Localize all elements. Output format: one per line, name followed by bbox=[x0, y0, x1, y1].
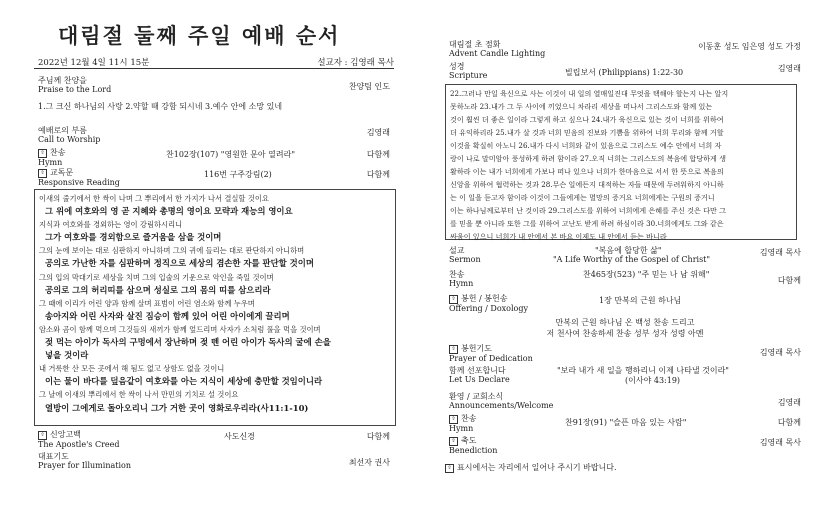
dedication-en: Prayer of Dedication bbox=[449, 353, 533, 363]
declare-title: "보라 내가 새 일을 행하리니 이제 나타낼 것이라" bbox=[557, 366, 729, 375]
praise-item bbox=[38, 76, 390, 94]
announce-en: Announcements/Welcome bbox=[449, 401, 554, 410]
reading-line-leader: 지식과 여호와를 경외하는 영이 강림하시리니 bbox=[39, 220, 183, 230]
reading-line-congregation: 공의로 그의 허리띠를 삼으며 성실로 그의 몸의 띠를 삼으리라 bbox=[45, 284, 271, 295]
reading-leader: 다함께 bbox=[366, 170, 390, 179]
creed-item bbox=[38, 430, 390, 449]
dedication-item bbox=[449, 344, 801, 363]
sermon-ko: 설교 bbox=[449, 246, 465, 255]
stand-icon: ⇧ bbox=[38, 169, 47, 178]
reading-line-congregation: 젖 먹는 아이가 독사의 구멍에서 장난하며 젖 뗀 어린 아이가 독사의 굴에 손을 bbox=[45, 337, 331, 348]
hymn1-title: 찬102장(107) "영원한 문아 열려라" bbox=[166, 150, 296, 159]
hymn1-item bbox=[38, 148, 390, 167]
scripture-line: 이것을 확실히 아노니 26.내가 다시 너희와 같이 있음으로 그리스도 예수 안에서 너희 자 bbox=[450, 141, 722, 150]
reading-en: Responsive Reading bbox=[38, 177, 120, 187]
declare-item bbox=[449, 366, 801, 384]
hymn1-ko: 찬송 bbox=[50, 148, 66, 157]
stand-icon: ⇧ bbox=[449, 345, 458, 354]
illumination-leader: 최선자 권사 bbox=[348, 458, 390, 467]
scripture-line: 싸움이 있으니 너희가 내 안에서 본 바요 이제도 내 안에서 듣는 바니라 bbox=[450, 232, 667, 241]
offering-title: 1장 만복의 근원 하나님 bbox=[599, 296, 682, 305]
sermon-title-ko: "복음에 합당한 삶" bbox=[595, 246, 662, 255]
divider bbox=[34, 68, 394, 69]
reading-line-congregation: 열방이 그에게로 돌아오리니 그가 거한 곳이 영화로우리라(사11:1-10) bbox=[45, 402, 309, 413]
hymn2-en: Hymn bbox=[449, 279, 474, 288]
candle-item bbox=[449, 40, 801, 58]
scripture-title: 빌립보서 (Philippians) 1:22-30 bbox=[565, 68, 684, 77]
reading-ko: 교독문 bbox=[50, 168, 74, 177]
praise-leader: 찬양팀 인도 bbox=[348, 82, 390, 91]
illumination-item bbox=[38, 452, 390, 470]
candle-leader: 이동훈 성도 임은영 성도 가정 bbox=[698, 42, 801, 51]
sermon-leader: 김영래 목사 bbox=[759, 248, 801, 257]
hymn1-leader: 다함께 bbox=[366, 150, 390, 159]
reading-item bbox=[38, 168, 390, 187]
scripture-en: Scripture bbox=[449, 71, 488, 80]
creed-en: The Apostle's Creed bbox=[38, 439, 120, 449]
dedication-ko: 봉헌기도 bbox=[461, 344, 492, 353]
declare-en: Let Us Declare bbox=[449, 375, 510, 384]
announce-ko: 환영 / 교회소식 bbox=[449, 392, 504, 401]
reading-line-leader: 암소와 곰이 함께 먹으며 그것들의 새끼가 함께 엎드리며 사자가 소처럼 풀을 먹을 것이며 bbox=[39, 324, 321, 334]
stand-icon: ⇧ bbox=[449, 295, 458, 304]
benediction-ko: 축도 bbox=[461, 436, 477, 445]
scripture-leader: 김영래 bbox=[777, 64, 801, 73]
doxology-line-2: 저 천사여 찬송하세 찬송 성부 성자 성령 아멘 bbox=[546, 329, 704, 338]
praise-ko: 주님께 찬양을 bbox=[38, 76, 87, 85]
reading-line-congregation: 그 위에 여호와의 영 곧 지혜와 총명의 영이요 모략과 재능의 영이요 bbox=[45, 206, 293, 217]
candle-ko: 대림절 초 점화 bbox=[449, 40, 501, 49]
hymn2-item bbox=[449, 270, 801, 288]
candle-en: Advent Candle Lighting bbox=[449, 49, 546, 58]
hymn3-en: Hymn bbox=[449, 423, 474, 433]
scripture-line: 것이 훨씬 더 좋은 일이라 그렇게 하고 싶으나 24.내가 육신으로 있는 것이 너희를 위하여 bbox=[450, 115, 724, 124]
reading-line-congregation: 넣을 것이라 bbox=[45, 350, 89, 361]
call-leader: 김영래 bbox=[366, 128, 390, 137]
stand-icon: ⇧ bbox=[449, 415, 458, 424]
call-item bbox=[38, 126, 390, 144]
scripture-line: 못하노라 23.내가 그 두 사이에 끼었으니 차라리 세상을 떠나서 그리스도와 함께 있는 bbox=[450, 102, 713, 111]
dedication-leader: 김영래 목사 bbox=[759, 348, 801, 357]
hymn2-leader: 다함께 bbox=[777, 276, 801, 285]
reading-line-congregation: 그가 여호와를 경외함으로 즐거움을 삼을 것이며 bbox=[45, 232, 222, 243]
scripture-line: 활하라 이는 내가 너희에게 가보나 떠나 있으나 너희가 한마음으로 서서 한 뜻으로 복음의 bbox=[450, 167, 724, 176]
creed-ko: 신앙고백 bbox=[50, 430, 81, 439]
benediction-en: Benediction bbox=[449, 445, 498, 455]
scripture-line: 는 이 일을 듣고자 함이라 이것이 그들에게는 멸망의 증거요 너희에게는 구원의 증거니 bbox=[450, 193, 715, 202]
reading-line-leader: 이새의 줄기에서 한 싹이 나며 그 뿌리에서 한 가지가 나서 결실할 것이요 bbox=[39, 194, 269, 203]
reading-line-congregation: 이는 물이 바다를 덮음같이 여호와를 아는 지식이 세상에 충만할 것임이니라 bbox=[45, 376, 323, 387]
scripture-item bbox=[449, 62, 801, 80]
service-date-line bbox=[38, 56, 394, 68]
sermon-item bbox=[449, 246, 801, 264]
scripture-line: 22.그러나 만일 육신으로 사는 이것이 내 일의 열매일진대 무엇을 택해야 할는지 나는 알지 bbox=[450, 89, 729, 98]
announce-item bbox=[449, 392, 801, 410]
doxology-line-1: 만복의 근원 하나님 온 백성 찬송 드리고 bbox=[555, 318, 695, 327]
benediction-leader: 김영래 목사 bbox=[759, 438, 801, 447]
reading-line-congregation: 송아지와 어린 사자와 살진 짐승이 함께 있어 어린 아이에게 끌리며 bbox=[45, 310, 290, 321]
reading-line-leader: 그의 눈에 보이는 대로 심판하지 아니하며 그의 귀에 들리는 대로 판단하지 아니하며 bbox=[39, 246, 305, 256]
bulletin-title: 대림절 둘째 주일 예배 순서 bbox=[58, 23, 341, 48]
creed-title: 사도신경 bbox=[224, 432, 255, 441]
hymn2-ko: 찬송 bbox=[449, 270, 465, 279]
hymn3-ko: 찬송 bbox=[461, 414, 477, 423]
scripture-line: 더 유익하리라 25.내가 살 것과 너희 믿음의 진보와 기쁨을 위하여 너희 무리와 함께 거할 bbox=[450, 128, 724, 137]
reading-line-leader: 내 거룩한 산 모든 곳에서 해 됨도 없고 상함도 없을 것이니 bbox=[39, 364, 225, 374]
hymn3-title: 찬91장(91) "슬픈 마음 있는 사람" bbox=[565, 418, 687, 427]
stand-icon: ⇧ bbox=[38, 149, 47, 158]
declare-ko: 함께 선포합니다 bbox=[449, 366, 506, 375]
stand-icon: ⇧ bbox=[38, 431, 47, 440]
illumination-ko: 대표기도 bbox=[38, 452, 69, 461]
reading-line-leader: 그 때에 이리가 어린 양과 함께 살며 표범이 어린 염소와 함께 누우며 bbox=[39, 298, 255, 308]
responsive-reading-box bbox=[34, 189, 396, 426]
offering-en: Offering / Doxology bbox=[449, 303, 528, 313]
stand-icon: ⇧ bbox=[445, 464, 454, 473]
reading-line-leader: 그 날에 이새의 뿌리에서 한 싹이 나서 만민의 기치로 설 것이요 bbox=[39, 390, 239, 400]
scripture-line: 랑이 나로 말미암아 풍성하게 하려 함이라 27.오직 너희는 그리스도의 복음에 합당하게 생 bbox=[450, 154, 726, 163]
benediction-item bbox=[449, 436, 801, 455]
preacher: 설교자 : 김영래 목사 bbox=[317, 58, 394, 68]
reading-title: 116번 구주강림(2) bbox=[204, 170, 272, 179]
scripture-text-box bbox=[445, 84, 797, 240]
reading-line-leader: 그의 입의 막대기로 세상을 치며 그의 입술의 기운으로 악인을 죽일 것이며 bbox=[39, 272, 274, 282]
hymn3-item bbox=[449, 414, 801, 433]
sermon-title-en: "A Life Worthy of the Gospel of Christ" bbox=[553, 255, 711, 264]
scripture-line: 신앙을 위하여 협력하는 것과 28.무슨 일에든지 대적하는 자들 때문에 두려워하지 아니하 bbox=[450, 180, 724, 189]
hymn2-title: 찬465장(523) "주 믿는 나 남 위해" bbox=[583, 270, 710, 279]
illumination-en: Prayer for Illumination bbox=[38, 461, 131, 470]
call-ko: 예배로의 부름 bbox=[38, 126, 87, 135]
footer-note bbox=[445, 463, 797, 473]
sermon-en: Sermon bbox=[449, 255, 481, 264]
offering-ko: 봉헌 / 봉헌송 bbox=[461, 294, 508, 303]
declare-ref: (이사야 43:19) bbox=[625, 376, 681, 385]
right-column bbox=[445, 0, 801, 507]
service-date: 2022년 12월 4일 11시 15분 bbox=[38, 58, 150, 68]
creed-leader: 다함께 bbox=[366, 432, 390, 441]
reading-line-congregation: 공의로 가난한 자를 심판하며 정직으로 세상의 겸손한 자를 판단할 것이며 bbox=[45, 258, 314, 269]
offering-item bbox=[449, 294, 801, 313]
scripture-line: 를 믿을 뿐 아니라 또한 그를 위하여 고난도 받게 하려 하심이라 30.너희에게도 그와 같은 bbox=[450, 219, 724, 228]
announce-leader: 김영래 bbox=[777, 398, 801, 407]
scripture-ko: 성경 bbox=[449, 62, 465, 71]
scripture-line: 이는 하나님께로부터 난 것이라 29.그리스도를 위하여 너희에게 은혜를 주신 것은 다만 그 bbox=[450, 206, 726, 215]
praise-songs: 1.그 크신 하나님의 사랑 2.약할 때 강함 되시네 3.예수 안에 소망 있네 bbox=[38, 102, 283, 111]
call-en: Call to Worship bbox=[38, 135, 101, 144]
hymn1-en: Hymn bbox=[38, 157, 63, 167]
stand-icon: ⇧ bbox=[449, 437, 458, 446]
left-column bbox=[34, 0, 394, 507]
praise-en: Praise to the Lord bbox=[38, 85, 112, 94]
footer-text: 표시에서는 자리에서 일어나 주시기 바랍니다. bbox=[457, 463, 617, 472]
hymn3-leader: 다함께 bbox=[777, 418, 801, 427]
